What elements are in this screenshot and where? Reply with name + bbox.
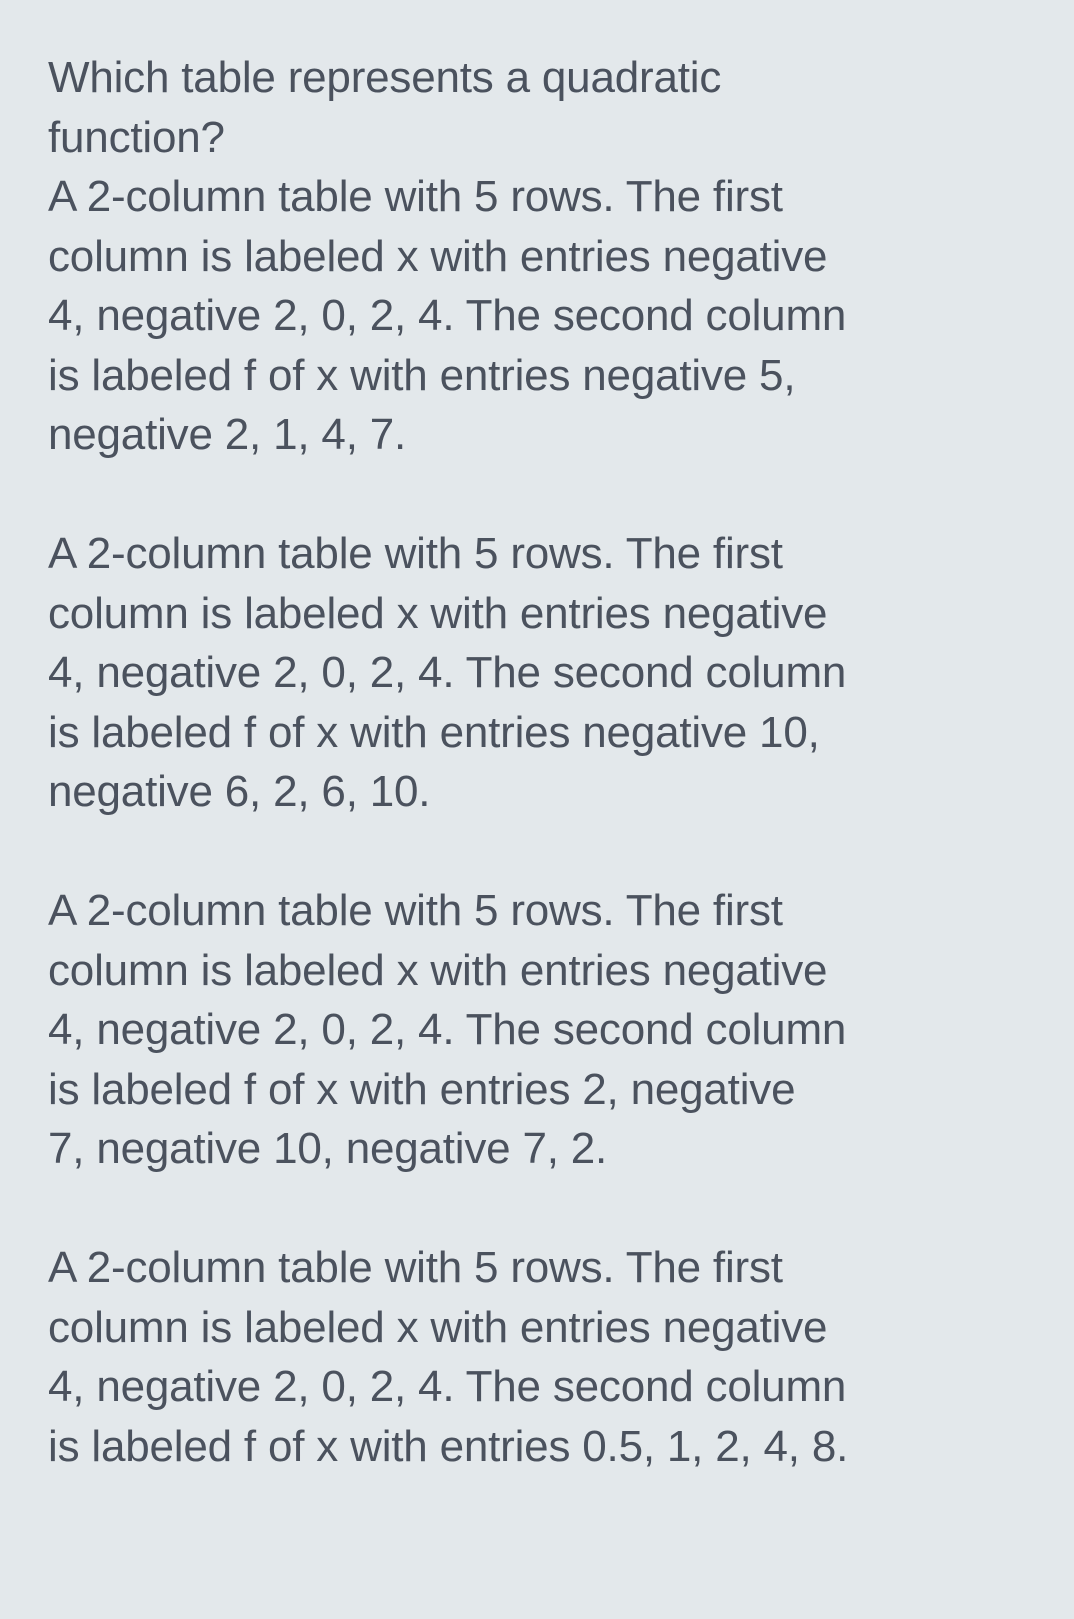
question-page xyxy=(48,48,1048,1476)
option-line: negative 2, 1, 4, 7. xyxy=(48,410,407,459)
answer-option-2[interactable] xyxy=(48,524,1048,822)
option-line: is labeled f of x with entries 0.5, 1, 2, 4, 8. xyxy=(48,1421,849,1471)
option-line: A 2-column table with 5 rows. The first xyxy=(48,172,783,221)
answer-option-3[interactable] xyxy=(48,881,1048,1179)
option-line: A 2-column table with 5 rows. The first xyxy=(48,529,783,578)
option-line: column is labeled x with entries negative xyxy=(48,1302,828,1352)
option-line: 4, negative 2, 0, 2, 4. The second column xyxy=(48,1362,847,1411)
option-line: column is labeled x with entries negative xyxy=(48,945,828,995)
question-text xyxy=(48,48,1048,167)
question-line: function? xyxy=(48,112,225,162)
answer-option-4[interactable] xyxy=(48,1238,1048,1476)
option-line: A 2-column table with 5 rows. The first xyxy=(48,886,783,935)
question-line: Which table represents a quadratic xyxy=(48,53,722,102)
option-line: 4, negative 2, 0, 2, 4. The second column xyxy=(48,291,847,340)
option-line: is labeled f of x with entries negative 5, xyxy=(48,350,796,400)
option-line: is labeled f of x with entries negative 10, xyxy=(48,707,820,757)
option-line: 4, negative 2, 0, 2, 4. The second column xyxy=(48,648,847,697)
option-line: column is labeled x with entries negative xyxy=(48,588,828,638)
option-line: is labeled f of x with entries 2, negative xyxy=(48,1064,796,1114)
option-line: 7, negative 10, negative 7, 2. xyxy=(48,1124,608,1173)
option-line: column is labeled x with entries negative xyxy=(48,231,828,281)
option-line: negative 6, 2, 6, 10. xyxy=(48,767,431,816)
option-line: A 2-column table with 5 rows. The first xyxy=(48,1243,783,1292)
answer-option-1[interactable] xyxy=(48,167,1048,465)
option-line: 4, negative 2, 0, 2, 4. The second column xyxy=(48,1005,847,1054)
